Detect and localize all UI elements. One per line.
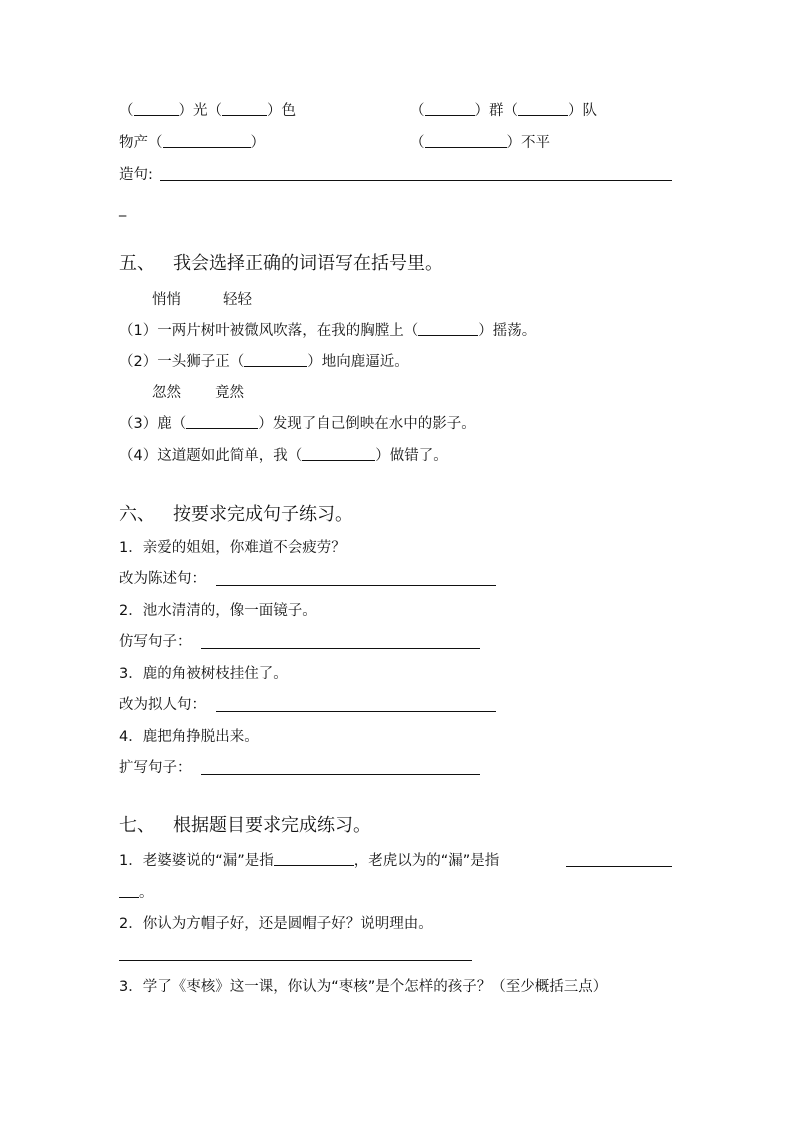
- question-7-1: 1．老婆婆说的“漏”是指 ，老虎以为的“漏”是指: [119, 853, 500, 869]
- word-option: 悄悄: [152, 292, 181, 308]
- fill-row-1-left: （ ）光（ ）色: [119, 103, 296, 119]
- blank[interactable]: [186, 414, 258, 429]
- section-title: 根据题目要求完成练习。: [173, 815, 371, 836]
- answer-label: 扩写句子：: [119, 760, 192, 776]
- answer-line[interactable]: [216, 585, 496, 586]
- question-6-1: 1．亲爱的姐姐，你难道不会疲劳？: [119, 540, 346, 556]
- question-7-3: 3．学了《枣核》这一课，你认为“枣核”是个怎样的孩子？（至少概括三点）: [119, 979, 608, 995]
- fill-row-2-left: 物产（ ）: [119, 135, 265, 151]
- blank[interactable]: [163, 133, 251, 148]
- answer-line[interactable]: [566, 866, 672, 867]
- blank[interactable]: [222, 101, 267, 116]
- question-6-2: 2．池水清清的，像一面镜子。: [119, 603, 317, 619]
- answer-line[interactable]: [216, 711, 496, 712]
- section-7-heading: [119, 814, 371, 838]
- blank[interactable]: [302, 446, 375, 461]
- question-6-3: 3．鹿的角被树枝挂住了。: [119, 666, 288, 682]
- question-5-4: （4）这道题如此简单，我（ ）做错了。: [119, 448, 448, 464]
- section-title: 我会选择正确的词语写在括号里。: [173, 253, 443, 274]
- blank[interactable]: [244, 352, 307, 367]
- question-7-1-continued: 。: [119, 883, 154, 903]
- sentence-answer-tail: _: [119, 201, 127, 217]
- blank[interactable]: [134, 101, 179, 116]
- blank[interactable]: [274, 851, 354, 866]
- answer-line[interactable]: [201, 774, 480, 775]
- blank[interactable]: [119, 883, 139, 898]
- sentence-answer-line[interactable]: [160, 180, 672, 181]
- answer-line[interactable]: [201, 648, 480, 649]
- section-5-heading: [119, 252, 443, 276]
- sentence-label: 造句:: [119, 167, 153, 183]
- section-number: 六、: [119, 504, 155, 525]
- answer-line[interactable]: [119, 960, 472, 961]
- answer-label: 改为陈述句：: [119, 571, 206, 587]
- section-6-heading: [119, 503, 353, 527]
- fill-row-1-right: （ ）群（ ）队: [410, 103, 597, 119]
- word-option: 竟然: [215, 385, 244, 401]
- word-option: 忽然: [152, 385, 181, 401]
- answer-label: 改为拟人句：: [119, 697, 206, 713]
- answer-label: 仿写句子：: [119, 634, 192, 650]
- question-5-1: （1）一两片树叶被微风吹落，在我的胸膛上（ ）摇荡。: [119, 323, 537, 339]
- question-5-3: （3）鹿（ ）发现了自己倒映在水中的影子。: [119, 416, 476, 432]
- blank[interactable]: [418, 321, 478, 336]
- section-title: 按要求完成句子练习。: [173, 504, 353, 525]
- blank[interactable]: [425, 101, 475, 116]
- question-7-2: 2．你认为方帽子好，还是圆帽子好？说明理由。: [119, 916, 433, 932]
- question-6-4: 4．鹿把角挣脱出来。: [119, 729, 259, 745]
- question-5-2: （2）一头狮子正（ ）地向鹿逼近。: [119, 354, 409, 370]
- blank[interactable]: [425, 133, 507, 148]
- fill-row-2-right: （ ）不平: [410, 135, 550, 151]
- section-number: 五、: [119, 253, 155, 274]
- section-number: 七、: [119, 815, 155, 836]
- blank[interactable]: [518, 101, 568, 116]
- word-option: 轻轻: [223, 292, 252, 308]
